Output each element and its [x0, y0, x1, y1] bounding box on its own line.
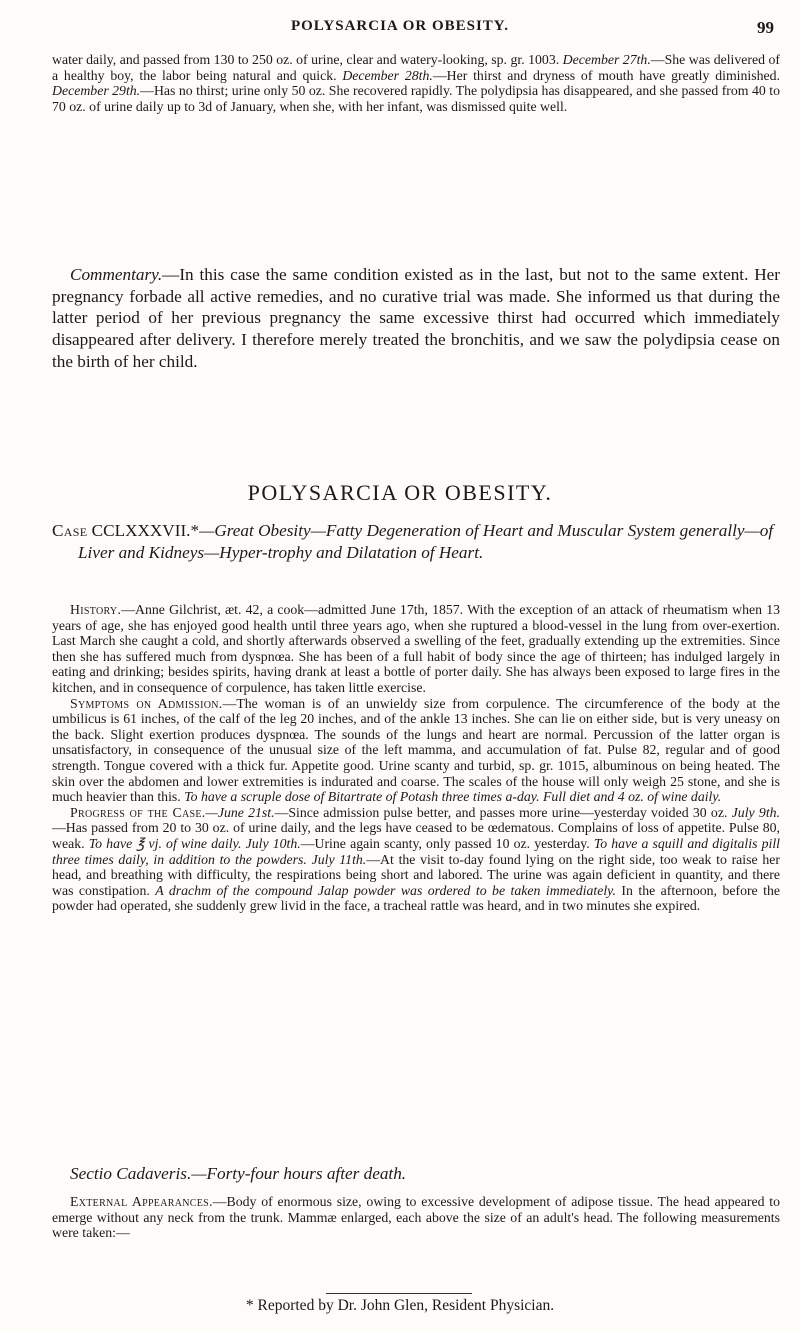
footnote: * Reported by Dr. John Glen, Resident Physician.	[245, 1297, 555, 1314]
date: July 10th.	[241, 835, 301, 851]
text-run: In the afternoon, before the powder had operated, she suddenly grew livid in the face, a tracheal rattle was heard, and in two minutes she expired.	[52, 882, 780, 914]
progress-label: Progress of the Case.	[70, 804, 206, 820]
text-run: —Urine again scanty, only passed 10 oz. yesterday.	[300, 835, 594, 851]
footnote-rule	[326, 1293, 472, 1294]
text-run: —Since admission pulse better, and passes more urine—yesterday voided 30 oz.	[274, 804, 732, 820]
text-run: —She was delivered of a healthy boy, the labor being natural and quick.	[52, 52, 780, 83]
commentary-paragraph	[52, 264, 780, 373]
running-head	[0, 18, 800, 42]
prescription: To have a squill and digitalis pill three times daily, in addition to the powders.	[52, 835, 780, 867]
text-run: —At the visit to-day found lying on the right side, too weak to raise her head, and breathing with difficulty, the respirations being short and labored. The urine was again deficient in quantity, and there was constipation.	[52, 851, 780, 898]
running-head-title: POLYSARCIA OR OBESITY.	[290, 18, 510, 34]
section-heading: POLYSARCIA OR OBESITY.	[247, 480, 553, 505]
text-run: —Has no thirst; urine only 50 oz. She recovered rapidly. The polydipsia has disappeared, and she passed from 40 to 70 oz. of urine daily up to 3d of January, when she, with her infant, was dismissed quite well.	[52, 83, 780, 114]
prescription: To have ℥ vj. of wine daily.	[88, 835, 242, 851]
sectio-heading: Sectio Cadaveris.—Forty-four hours after death.	[70, 1164, 407, 1183]
symptoms-text: —The woman is of an unwieldy size from corpulence. The circumference of the body at the umbilicus is 61 inches, of the calf of the leg 20 inches, and of the ankle 13 inches. She can lie on either side, but is very uneasy on the back. Slight exertion produces dyspnœa. The sounds of the lungs and heart are normal. Percussion of the latter organ is unsatisfactory, in consequence of the unusual size of the left mamma, and accumulation of fat. Pulse 82, regular and of good strength. Tongue covered with a thick fur. Appetite good. Urine scanty and turbid, sp. gr. 1015, albuminous on being heated. The skin over the abdomen and lower extremities is indurated and coarse. The scales of the house will only weigh 25 stone, and she is much heavier than this.	[52, 695, 780, 805]
date: July 9th.	[731, 804, 780, 820]
date: December 29th.	[52, 83, 141, 99]
date: December 28th.	[342, 67, 433, 83]
text-run: —Her thirst and dryness of mouth have greatly diminished.	[432, 67, 780, 83]
date: July 11th.	[306, 851, 367, 867]
commentary-text: —In this case the same condition existed as in the last, but not to the same extent. Her pregnancy forbade all active remedies, and no curative trial was made. She informed us that during the latter period of her previous pregnancy the same excessive thirst had occurred which immediately disappeared after delivery. I therefore merely treated the bronchitis, and we saw the polydipsia cease on the birth of her child.	[52, 265, 780, 371]
case-title	[52, 520, 780, 564]
text-run: —Has passed from 20 to 30 oz. of urine daily, and the legs have ceased to be œdematous. Complains of loss of appetite. Pulse 80, weak.	[52, 820, 780, 851]
external-label: External Appearances.	[70, 1194, 213, 1209]
history-paragraph	[52, 602, 780, 696]
prescription: A drachm of the compound Jalap powder was ordered to be taken immediately.	[155, 882, 616, 898]
symptoms-label: Symptoms on Admission.	[70, 695, 223, 711]
symptoms-paragraph	[52, 696, 780, 805]
prescription: To have a scruple dose of Bitartrate of Potash three times a-day. Full diet and 4 oz. of wine daily.	[184, 789, 722, 805]
history-text: —Anne Gilchrist, æt. 42, a cook—admitted June 17th, 1857. With the exception of an attack of rheumatism when 13 years of age, she has enjoyed good health until three years ago, when she ruptured a blood-vessel in the lung from over-exertion. Last March she caught a cold, and shortly afterwards observed a swelling of the feet, gradually extending up the extremities. Since then she has suffered much from dyspnœa. She has been of a full habit of body since the age of thirteen; has indulged largely in eating and drinking; besides spirits, having drank at least a bottle of porter daily. She has always been exposed to large fires in the kitchen, and in consequence of corpulence, has taken little exercise.	[52, 602, 780, 695]
case-title-text: —Great Obesity—Fatty Degeneration of Heart and Muscular System generally—of Liver and Kidneys—Hyper-trophy and Dilatation of Heart.	[78, 521, 774, 562]
case-body	[52, 602, 780, 914]
top-paragraph	[52, 52, 780, 114]
text-run: water daily, and passed from 130 to 250 oz. of urine, clear and watery-looking, sp. gr. 1003.	[52, 52, 563, 67]
date: December 27th.	[562, 52, 651, 67]
history-label: History.	[70, 602, 122, 617]
commentary-label: Commentary.	[70, 265, 163, 284]
case-label: Case	[52, 521, 88, 540]
external-text: —Body of enormous size, owing to excessive development of adipose tissue. The head appeared to emerge without any neck from the trunk. Mammæ enlarged, each above the size of an adult's head. The following measurements were taken:—	[52, 1194, 780, 1241]
date: —June 21st.	[205, 804, 275, 820]
external-paragraph	[52, 1194, 780, 1241]
progress-paragraph	[52, 805, 780, 914]
case-number: CCLXXXVII.*	[91, 521, 200, 540]
page-number: 99	[757, 18, 774, 37]
